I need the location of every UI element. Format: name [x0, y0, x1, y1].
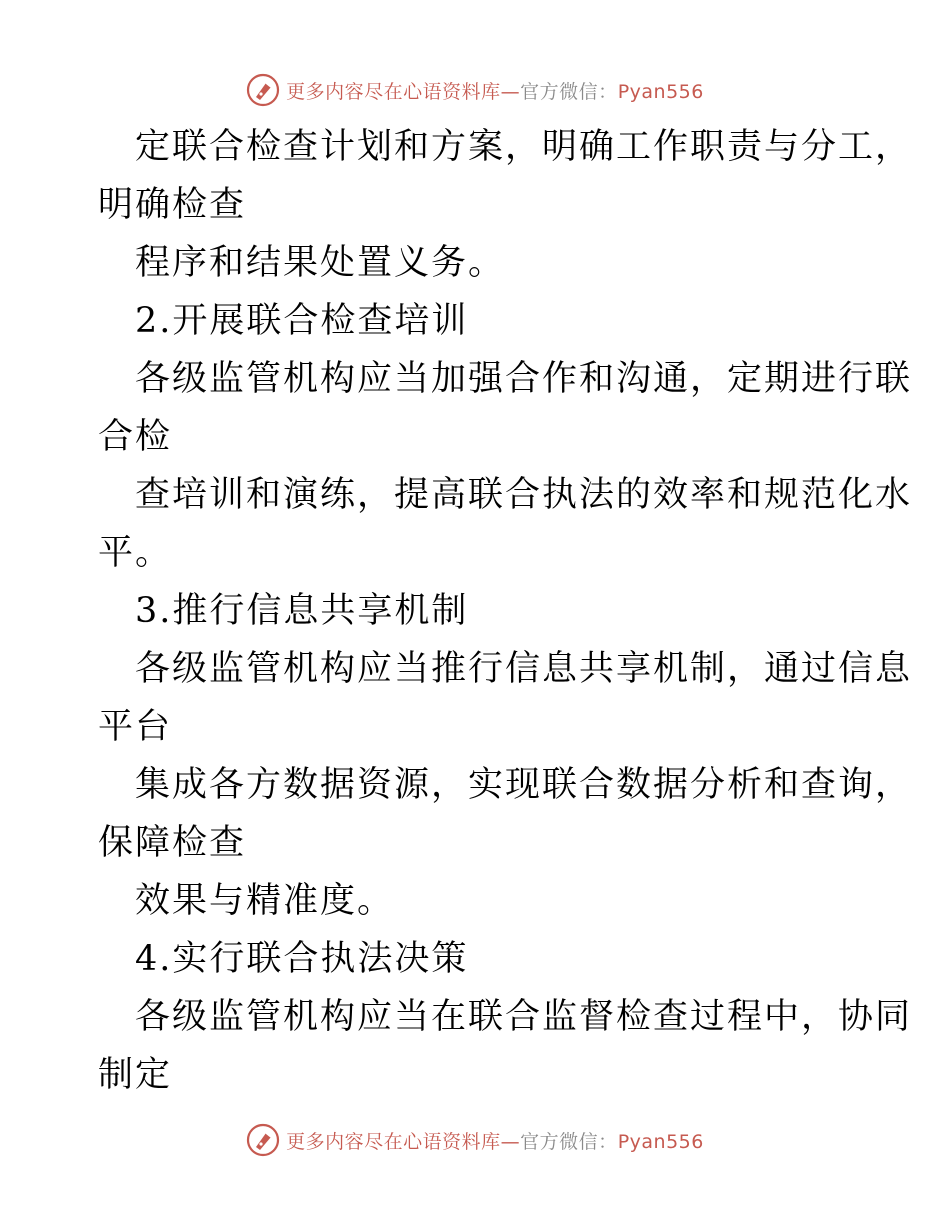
section-heading: 2.开展联合检查培训 [135, 301, 469, 341]
body-line: 查培训和演练，提高联合执法的效率和规范化水 [135, 475, 913, 515]
body-line: 程序和结果处置义务。 [135, 243, 506, 283]
body-line: 制定 [98, 1055, 173, 1095]
watermark-text [286, 1127, 704, 1154]
body-line: 定联合检查计划和方案，明确工作职责与分工， [135, 127, 913, 167]
watermark-text [286, 77, 704, 104]
body-line: 合检 [98, 417, 173, 457]
watermark-site: 更多内容尽在心语资料库 [286, 1130, 501, 1153]
header-watermark [0, 70, 950, 110]
body-line: 保障检查 [98, 823, 247, 863]
watermark-id: Pyan556 [617, 1130, 704, 1153]
watermark-label: 官方微信： [520, 80, 618, 103]
body-line: 各级监管机构应当推行信息共享机制，通过信息 [135, 649, 913, 689]
body-line: 平台 [98, 707, 173, 747]
body-line: 各级监管机构应当在联合监督检查过程中，协同 [135, 997, 913, 1037]
document-body [98, 118, 913, 1104]
watermark-site: 更多内容尽在心语资料库 [286, 80, 501, 103]
body-line: 各级监管机构应当加强合作和沟通，定期进行联 [135, 359, 913, 399]
body-line: 集成各方数据资源，实现联合数据分析和查询， [135, 765, 913, 805]
body-line: 明确检查 [98, 185, 247, 225]
watermark-id: Pyan556 [617, 80, 704, 103]
body-line: 效果与精准度。 [135, 881, 395, 921]
section-heading: 3.推行信息共享机制 [135, 591, 469, 631]
watermark-label: 官方微信： [520, 1130, 618, 1153]
pen-nib-logo-icon [246, 73, 280, 107]
footer-watermark [0, 1120, 950, 1160]
watermark-dash: — [500, 1130, 521, 1153]
section-heading: 4.实行联合执法决策 [135, 939, 469, 979]
body-line: 平。 [98, 533, 173, 573]
watermark-dash: — [500, 80, 521, 103]
pen-nib-logo-icon [246, 1123, 280, 1157]
